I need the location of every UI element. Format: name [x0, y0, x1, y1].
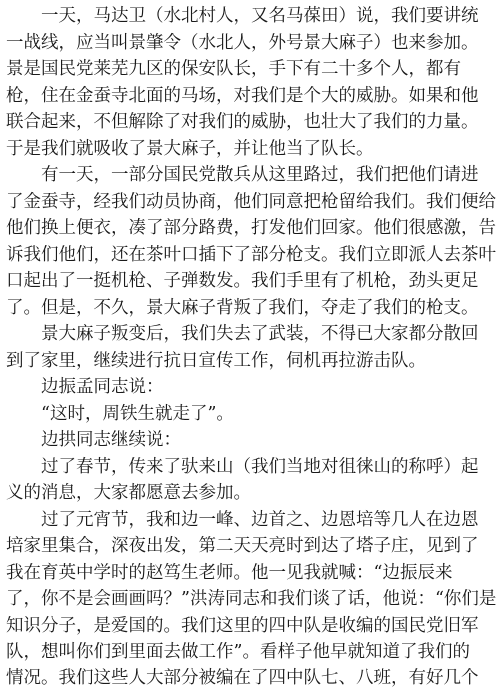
- text-line-5: 联合起来，不但解除了对我们的威胁，也壮大了我们的力量。: [6, 112, 479, 132]
- text-line-23: 了，你不是会画画吗？”洪涛同志和我们谈了话，他说：“你们是: [6, 589, 496, 609]
- text-line-24: 知识分子，是爱国的。我们这里的四中队是收编的国民党旧军: [6, 616, 479, 636]
- text-line-18: 过了春节，传来了驮来山（我们当地对徂徕山的称呼）起: [6, 457, 479, 477]
- text-line-7: 有一天，一部分国民党散兵从这里路过，我们把他们请进: [6, 165, 479, 185]
- text-line-1: 一天，马达卫（水北村人，又名马葆田）说，我们要讲统: [6, 6, 479, 26]
- text-line-17: 边拱同志继续说：: [6, 430, 181, 450]
- text-line-14: 到了家里，继续进行抗日宣传工作，伺机再拉游击队。: [6, 351, 426, 371]
- text-line-10: 诉我们他们，还在茶叶口插下了部分枪支。我们立即派人去茶叶: [6, 245, 496, 265]
- text-line-26: 情况。我们这些人大部分被编在了四中队七、八班，有好几个: [6, 668, 479, 688]
- text-line-20: 过了元宵节，我和边一峰、边首之、边恩培等几人在边恩: [6, 510, 479, 530]
- text-line-15: 边振孟同志说：: [6, 377, 164, 397]
- text-line-2: 一战线，应当叫景肇令（水北人，外号景大麻子）也来参加。: [6, 33, 479, 53]
- text-line-4: 枪，住在金蚕寺北面的马场，对我们是个大的威胁。如果和他: [6, 86, 479, 106]
- text-line-22: 我在育英中学时的赵笃生老师。他一见我就喊：“边振辰来: [6, 563, 453, 583]
- text-line-16: “这时，周铁生就走了”。: [6, 404, 234, 424]
- text-line-21: 培家里集合，深夜出发，第二天天亮时到达了塔子庄，见到了: [6, 536, 479, 556]
- text-line-11: 口起出了一挺机枪、子弹数发。我们手里有了机枪，劲头更足: [6, 271, 479, 291]
- text-line-8: 了金蚕寺，经我们动员协商，他们同意把枪留给我们。我们便给: [6, 192, 496, 212]
- text-line-25: 队，想叫你们到里面去做工作”。看样子他早就知道了我们的: [6, 642, 470, 662]
- text-line-13: 景大麻子叛变后，我们失去了武装，不得已大家都分散回: [6, 324, 479, 344]
- text-line-19: 义的消息，大家都愿意去参加。: [6, 483, 251, 503]
- text-line-9: 他们换上便衣，凑了部分路费，打发他们回家。他们很感激，告: [6, 218, 496, 238]
- text-line-3: 景是国民党莱芜九区的保安队长，手下有二十多个人，都有: [6, 59, 461, 79]
- text-line-6: 于是我们就吸收了景大麻子，并让他当了队长。: [6, 139, 374, 159]
- text-line-12: 了。但是，不久，景大麻子背叛了我们，夺走了我们的枪支。: [6, 298, 479, 318]
